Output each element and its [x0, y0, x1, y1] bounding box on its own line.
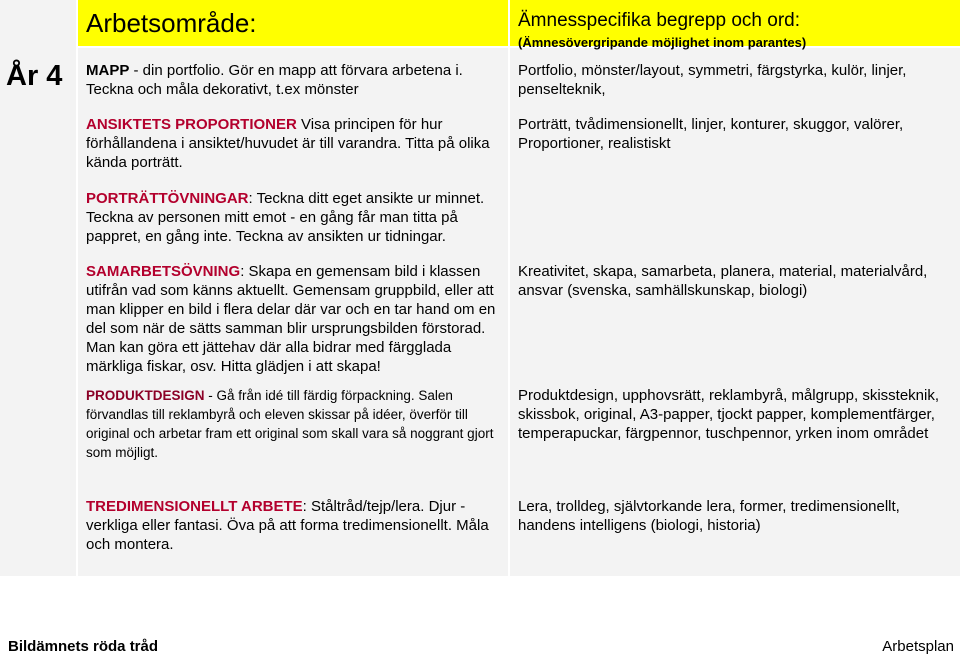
activity-text: Visa principen för hur förhållandena i ansiktet/huvudet är till varandra. Titta på olika kända porträtt. [86, 116, 490, 171]
header-right-subtitle: (Ämnesövergripande möjlighet inom parantes) [518, 35, 807, 50]
terms-mapp: Portfolio, mönster/layout, symmetri, färgstyrka, kulör, linjer, penselteknik, [518, 62, 907, 98]
activity-heading: ANSIKTETS PROPORTIONER [86, 116, 297, 133]
terms-collaboration: Kreativitet, skapa, samarbeta, planera, material, materialvård, ansvar (svenska, samhällskunskap, biologi) [518, 263, 928, 299]
terms-product-design: Produktdesign, upphovsrätt, reklambyrå, målgrupp, skissteknik, skissbok, original, A3-papper, tjockt papper, komplementfärger, temperapuckar, färgpennor, tuschpennor, yrken inom området [518, 387, 940, 442]
activity-product-design [86, 386, 496, 462]
activity-heading: PRODUKTDESIGN [86, 388, 205, 403]
activity-text: : Teckna ditt eget ansikte ur minnet. Teckna av personen mitt emot - en gång får man titta på pappret, en gång inte. Teckna av ansikten ur tidningar. [86, 190, 485, 245]
activity-portrait [86, 189, 496, 246]
header-left-title: Arbetsområde: [86, 8, 257, 38]
activity-heading: MAPP [86, 62, 130, 79]
footer-left: Bildämnets röda tråd [8, 638, 159, 655]
activity-text: - Gå från idé till färdig förpackning. Salen förvandlas till reklambyrå och eleven skissar på idéer, överför till original och arbetar fram ett original som skall vara så noggrant gjort som möjligt. [86, 388, 494, 460]
activity-heading: SAMARBETSÖVNING [86, 263, 241, 280]
activity-mapp [86, 61, 496, 99]
activity-text: : Ståltråd/tejp/lera. Djur - verkliga eller fantasi. Öva på att forma tredimensionellt. Måla och montera. [86, 498, 489, 553]
terms-proportions: Porträtt, tvådimensionellt, linjer, konturer, skuggor, valörer, Proportioner, realistiskt [518, 116, 904, 152]
activity-text: - din portfolio. Gör en mapp att förvara arbetena i. Teckna och måla dekorativt, t.ex mönster [86, 62, 463, 98]
header-right-title: Ämnesspecifika begrepp och ord: [518, 10, 800, 31]
activity-collaboration [86, 262, 496, 376]
terms-3d: Lera, trolldeg, självtorkande lera, former, tredimensionellt, handens intelligens (biologi, historia) [518, 498, 900, 534]
activity-heading: TREDIMENSIONELLT ARBETE [86, 498, 303, 515]
activity-proportions [86, 115, 496, 172]
activity-heading: PORTRÄTTÖVNINGAR [86, 190, 249, 207]
activity-text: : Skapa en gemensam bild i klassen utifrån vad som känns aktuellt. Gemensam gruppbild, eller att man klipper en bild i flera delar där var och en tar hand om en del som när de sätts samman blir ursprungsbilden förstorad. Man kan göra ett jättehav där alla bidrar med färgglada märkliga fiskar, osv. Hitta glädjen i att skapa! [86, 263, 496, 375]
footer-right: Arbetsplan [882, 638, 954, 655]
year-label: År 4 [6, 60, 63, 92]
activity-3d [86, 497, 496, 554]
